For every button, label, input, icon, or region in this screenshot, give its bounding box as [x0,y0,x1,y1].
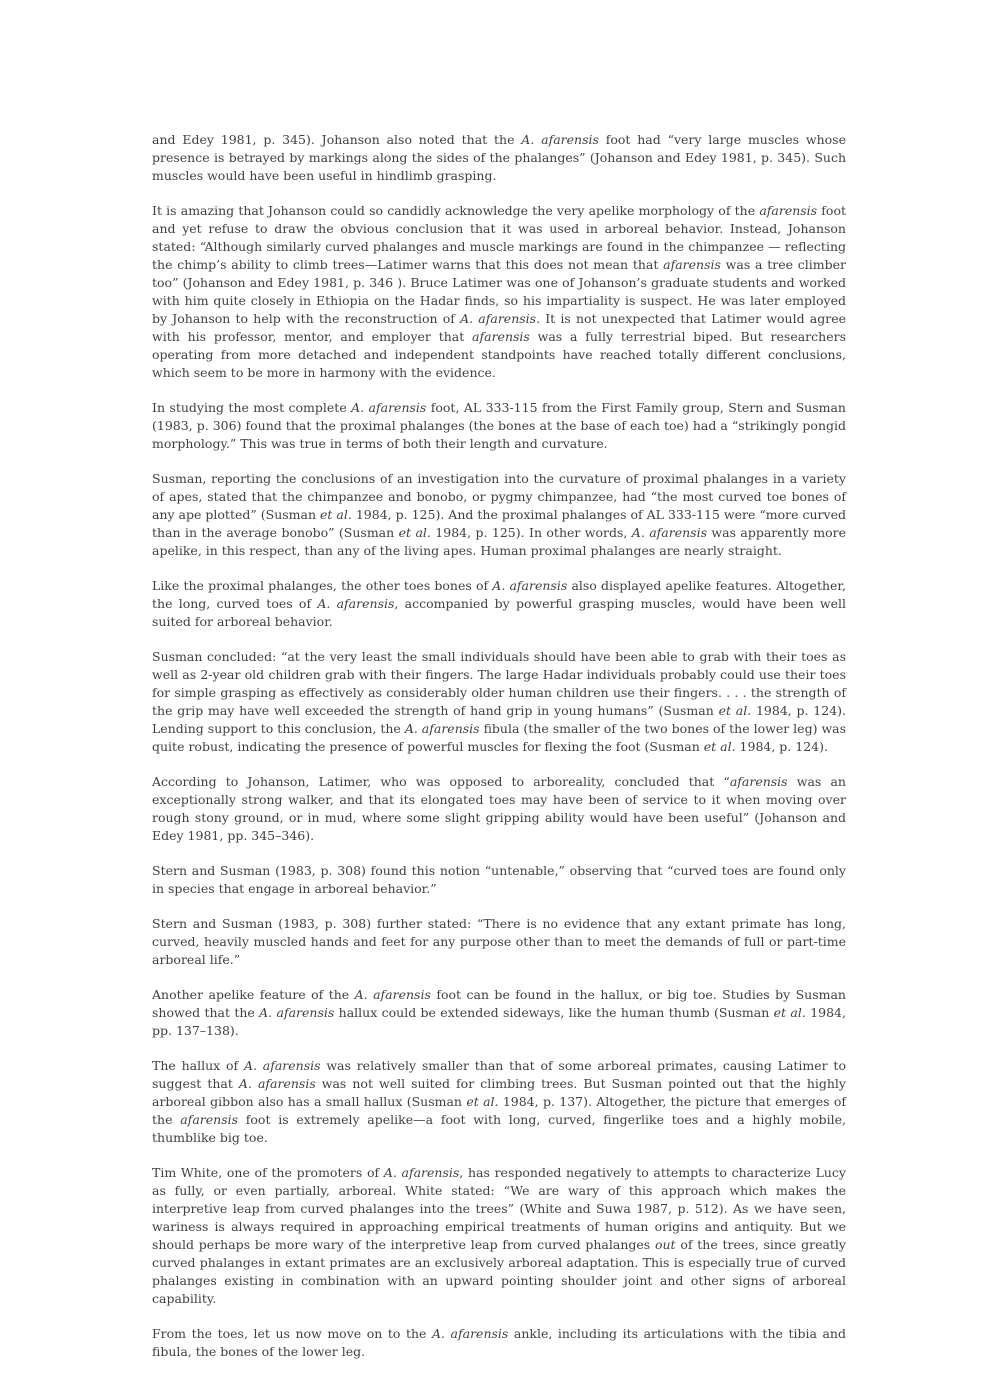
italic-text-run: out [654,1237,676,1252]
italic-text-run: A. afarensis [431,1326,509,1341]
text-run: From the toes, let us now move on to the [152,1326,432,1341]
paragraph [152,1164,846,1308]
text-run: , has responded negatively to attempts to characterize Lucy as fully, or even partially, arboreal. White stated: “We are wary of this approach which makes the interpretive leap from curved phalanges into the trees” (White and Suwa 1987, p. 512). As we have seen, wariness is always required in approaching empirical treatments of human origins and antiquity. But we should perhaps be more wary of the interpretive leap from curved phalanges [152,1165,846,1252]
italic-text-run: et al. [773,1005,806,1020]
text-run: also displayed apelike features. Altogether, the long, curved toes of [152,578,847,611]
text-run: was not well suited for climbing trees. But Susman pointed out that the highly arboreal gibbon also has a small hallux (Susman [152,1076,846,1109]
text-run: It is amazing that Johanson could so candidly acknowledge the very apelike morphology of the [152,203,760,218]
text-run: of the trees, since greatly curved phalanges in extant primates are an exclusively arboreal adaptation. This is especially true of curved phalanges existing in combination with an upward pointing shoulder joint and other signs of arboreal capability. [152,1237,846,1306]
paragraph [152,862,846,898]
text-run: Another apelike feature of the [152,987,355,1002]
text-run: hallux could be extended sideways, like the human thumb (Susman [334,1005,774,1020]
italic-text-run: afarensis [472,329,530,344]
italic-text-run: afarensis [759,203,818,218]
paragraph [152,773,846,845]
italic-text-run: et al. [466,1094,499,1109]
text-run: was a tree climber too” (Johanson and Edey 1981, p. 346 ). Bruce Latimer was one of Johanson’s graduate students and worked with him quite closely in Ethiopia on the Hadar finds, so his impartiality is suspect. He was later employed by Johanson to help with the reconstruction of [152,257,846,326]
paragraph [152,577,846,631]
italic-text-run: A. afarensis [354,987,431,1002]
italic-text-run: A. afarensis [404,721,480,736]
italic-text-run: afarensis [663,257,721,272]
italic-text-run: A. afarensis [243,1058,321,1073]
italic-text-run: A. afarensis [259,1005,335,1020]
text-run: In studying the most complete [152,400,352,415]
italic-text-run: afarensis [180,1112,239,1127]
text-run: was a fully terrestrial biped. But researchers operating from more detached and independent standpoints have reached totally different conclusions, which seem to be more in harmony with the evidence. [152,329,846,380]
text-run: ankle, including its articulations with the tibia and fibula, the bones of the lower leg. [152,1326,846,1359]
text-run: foot and yet refuse to draw the obvious conclusion that it was used in arboreal behavior. Instead, Johanson stated: “Although similarly curved phalanges and muscle markings are found in the chimpanzee — reflecting the chimp’s ability to climb trees—Latimer warns that this does not mean that [152,203,846,272]
paragraph [152,1057,846,1147]
text-run: Susman concluded: “at the very least the small individuals should have been able to grab with their toes as well as 2-year old children grab with their fingers. The large Hadar individuals probably could use their toes for simple grasping as effectively as considerably older human children use their fingers. . . . the strength of the grip may have well exceeded the strength of hand grip in young humans” (Susman [152,649,846,718]
italic-text-run: A. afarensis [383,1165,460,1180]
text-run: The hallux of [152,1058,244,1073]
paragraph [152,648,846,756]
text-run: foot can be found in the hallux, or big toe. Studies by Susman showed that the [152,987,846,1020]
paragraph [152,202,846,382]
paragraph [152,131,846,185]
text-run: and Edey 1981, p. 345). Johanson also noted that the [152,132,522,147]
text-run: Susman, reporting the conclusions of an investigation into the curvature of proximal phalanges in a variety of apes, stated that the chimpanzee and bonobo, or pygmy chimpanzee, had “the most curved toe bones of any ape plotted” (Susman [152,471,846,522]
text-run: Tim White, one of the promoters of [152,1165,384,1180]
text-run: was apparently more apelike, in this respect, than any of the living apes. Human proximal phalanges are nearly straight. [152,525,846,558]
paragraph [152,986,846,1040]
text-run: fibula (the smaller of the two bones of the lower leg) was quite robust, indicating the presence of powerful muscles for flexing the foot (Susman [152,721,847,754]
text-run: foot had “very large muscles whose presence is betrayed by markings along the sides of the phalanges” (Johanson and Edey 1981, p. 345). Such muscles would have been useful in hindlimb grasping. [152,132,846,183]
text-run: Stern and Susman (1983, p. 308) found this notion “untenable,” observing that “curved toes are found only in species that engage in arboreal behavior.” [152,863,846,896]
text-column [152,131,846,1378]
text-run: 1984, p. 124). Lending support to this conclusion, the [152,703,846,736]
italic-text-run: et al. [703,739,736,754]
italic-text-run: A. afarensis [351,400,427,415]
text-run: 1984, p. 137). Altogether, the picture that emerges of the [152,1094,846,1127]
text-run: Like the proximal phalanges, the other toes bones of [152,578,493,593]
italic-text-run: A. afarensis [238,1076,316,1091]
text-run: 1984, p. 124). [735,739,828,754]
text-run: 1984, p. 125). And the proximal phalanges of AL 333-115 were “more curved than in the average bonobo” (Susman [152,507,846,540]
paragraph [152,399,846,453]
text-run: . It is not unexpected that Latimer would agree with his professor, mentor, and employer that [152,311,846,344]
text-run: , accompanied by powerful grasping muscles, would have been well suited for arboreal behavior. [152,596,846,629]
italic-text-run: afarensis [729,774,788,789]
text-run: was relatively smaller than that of some arboreal primates, causing Latimer to suggest that [152,1058,846,1091]
italic-text-run: A. afarensis [631,525,707,540]
text-run: According to Johanson, Latimer, who was opposed to arboreality, concluded that “ [152,774,730,789]
text-run: was an exceptionally strong walker, and that its elongated toes may have been of service to it when moving over rough stony ground, or in mud, where some slight gripping ability would have been useful” (Johanson and Edey 1981, pp. 345–346). [152,774,846,843]
paragraph [152,470,846,560]
text-run: 1984, pp. 137–138). [152,1005,846,1038]
text-run: 1984, p. 125). In other words, [430,525,632,540]
italic-text-run: A. afarensis [460,311,537,326]
italic-text-run: A. afarensis [492,578,568,593]
text-run: Stern and Susman (1983, p. 308) further stated: “There is no evidence that any extant primate has long, curved, heavily muscled hands and feet for any purpose other than to meet the demands of full or part-time arboreal life.” [152,916,846,967]
text-run: foot is extremely apelike—a foot with long, curved, fingerlike toes and a highly mobile, thumblike big toe. [152,1112,846,1145]
italic-text-run: A. afarensis [521,132,599,147]
italic-text-run: et al. [718,703,752,718]
italic-text-run: et al. [398,525,431,540]
italic-text-run: et al. [320,507,352,522]
italic-text-run: A. afarensis [317,596,395,611]
paragraph [152,915,846,969]
paragraph [152,1325,846,1361]
text-run: foot, AL 333-115 from the First Family group, Stern and Susman (1983, p. 306) found that the proximal phalanges (the bones at the base of each toe) had a “strikingly pongid morphology.” This was true in terms of both their length and curvature. [152,400,846,451]
